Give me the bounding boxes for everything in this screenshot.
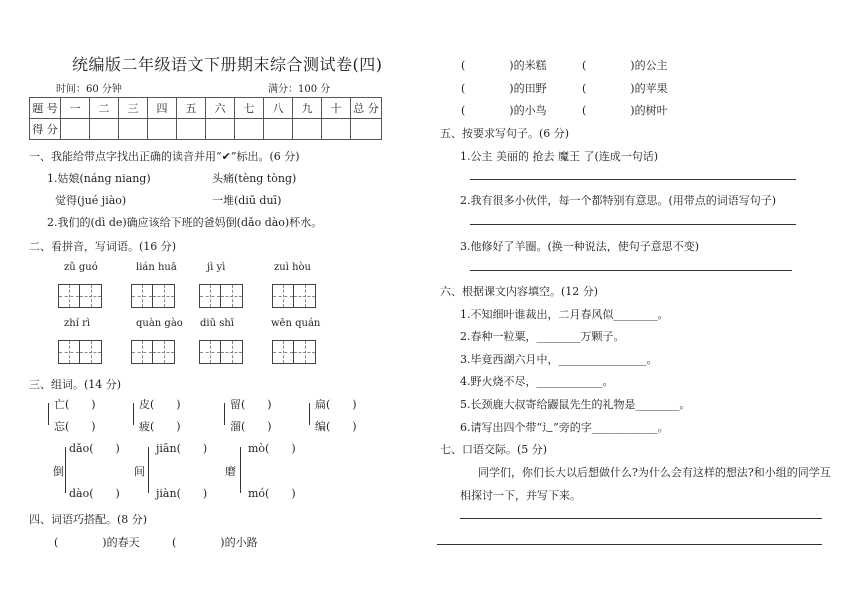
q6-item: 4.野火烧不尽，____________。 xyxy=(460,375,614,388)
pinyin-label: zǔ guó xyxy=(64,262,98,273)
q1-item: 1.姑娘(náng niang) xyxy=(47,172,151,185)
match-item: ( )的公主 xyxy=(582,59,668,72)
score-input-cell[interactable] xyxy=(61,119,90,140)
brace xyxy=(240,447,241,493)
brace xyxy=(133,403,134,425)
score-cell: 一 xyxy=(61,98,90,119)
word-pair-top: 皮( ) xyxy=(139,398,181,411)
q7-text: 同学们，你们长大以后想做什么?为什么会有这样的想法?和小组的同学互 xyxy=(478,466,831,479)
pinyin-label: lián huā xyxy=(136,262,177,273)
polyphone-bottom: jiàn( ) xyxy=(156,487,208,500)
score-input-cell[interactable] xyxy=(351,119,382,140)
word-pair-top: 扁( ) xyxy=(315,398,357,411)
q6-item: 3.毕竟西湖六月中，________________。 xyxy=(460,353,658,366)
match-item: ( )的小鸟 xyxy=(461,104,547,117)
score-input-cell[interactable] xyxy=(177,119,206,140)
writing-grid[interactable] xyxy=(58,340,102,364)
brace xyxy=(65,447,66,493)
writing-grid[interactable] xyxy=(131,284,175,308)
score-label: 满分：100 分 xyxy=(268,84,331,95)
word-pair-bottom: 编( ) xyxy=(315,420,357,433)
writing-grid[interactable] xyxy=(272,284,316,308)
pinyin-label: zuì hòu xyxy=(274,262,311,273)
score-input-cell[interactable] xyxy=(293,119,322,140)
score-input-cell[interactable] xyxy=(148,119,177,140)
q5-item: 2.我有很多小伙伴，每一个都特别有意思。(用带点的词语写句子) xyxy=(460,194,777,207)
score-table-header-row xyxy=(30,98,382,119)
answer-line[interactable] xyxy=(470,224,796,225)
pinyin-label: jì yì xyxy=(207,262,226,273)
match-item: ( )的田野 xyxy=(461,82,547,95)
match-item: ( )的春天 xyxy=(54,536,140,549)
score-input-cell[interactable] xyxy=(206,119,235,140)
polyphone-top: mò( ) xyxy=(248,442,296,455)
polyphone-char: 倒 xyxy=(53,465,64,478)
word-pair-top: 亡( ) xyxy=(54,398,96,411)
pinyin-label: wēn quán xyxy=(271,318,321,329)
writing-grid[interactable] xyxy=(272,340,316,364)
word-pair-bottom: 疲( ) xyxy=(139,420,181,433)
answer-line[interactable] xyxy=(470,270,792,271)
pinyin-label: quàn gào xyxy=(136,318,183,329)
score-cell: 七 xyxy=(235,98,264,119)
brace xyxy=(309,403,310,425)
brace xyxy=(224,403,225,425)
q5-item: 3.他修好了羊圈。(换一种说法，使句子意思不变) xyxy=(460,240,700,253)
brace xyxy=(148,447,149,493)
score-input-cell[interactable] xyxy=(90,119,119,140)
q7-text: 相探讨一下，并写下来。 xyxy=(460,489,581,502)
score-cell: 得 分 xyxy=(30,119,61,140)
score-input-cell[interactable] xyxy=(322,119,351,140)
answer-line[interactable] xyxy=(437,544,822,545)
match-item: ( )的米糕 xyxy=(461,59,547,72)
q5-heading: 五、按要求写句子。(6 分) xyxy=(440,127,570,140)
score-cell: 十 xyxy=(322,98,351,119)
score-cell: 总 分 xyxy=(351,98,382,119)
word-pair-bottom: 忘( ) xyxy=(54,420,96,433)
word-pair-bottom: 溜( ) xyxy=(230,420,272,433)
q6-item: 2.春种一粒粟，________万颗子。 xyxy=(460,330,625,343)
q1-heading: 一、我能给带点字找出正确的读音并用“✔”标出。(6 分) xyxy=(29,150,300,163)
answer-line[interactable] xyxy=(460,518,822,519)
q3-heading: 三、组词。(14 分) xyxy=(29,378,122,391)
score-input-cell[interactable] xyxy=(119,119,148,140)
score-cell: 九 xyxy=(293,98,322,119)
match-item: ( )的苹果 xyxy=(582,82,668,95)
q7-heading: 七、口语交际。(5 分) xyxy=(440,443,548,456)
q6-item: 1.不知细叶谁裁出，二月春风似________。 xyxy=(460,308,669,321)
q1-item: 一堆(diū duī) xyxy=(212,194,282,207)
q4-heading: 四、词语巧搭配。(8 分) xyxy=(29,513,148,526)
q1-item: 觉得(jué jiào) xyxy=(55,194,127,207)
score-cell: 五 xyxy=(177,98,206,119)
polyphone-char: 间 xyxy=(134,465,145,478)
q6-heading: 六、根据课文内容填空。(12 分) xyxy=(440,285,599,298)
writing-grid[interactable] xyxy=(199,340,243,364)
writing-grid[interactable] xyxy=(58,284,102,308)
match-item: ( )的小路 xyxy=(172,536,258,549)
score-cell: 四 xyxy=(148,98,177,119)
q6-item: 6.请写出四个带“⻌”旁的字____________。 xyxy=(460,421,669,434)
page-title: 统编版二年级语文下册期末综合测试卷(四) xyxy=(72,55,383,74)
score-input-cell[interactable] xyxy=(235,119,264,140)
score-input-cell[interactable] xyxy=(264,119,293,140)
polyphone-bottom: mó( ) xyxy=(248,487,296,500)
time-label: 时间：60 分钟 xyxy=(56,84,122,95)
answer-line[interactable] xyxy=(470,179,796,180)
score-table xyxy=(29,97,382,140)
polyphone-top: dǎo( ) xyxy=(69,442,120,455)
pinyin-label: diū shī xyxy=(200,318,234,329)
brace xyxy=(48,403,49,425)
match-item: ( )的树叶 xyxy=(582,104,668,117)
score-cell: 八 xyxy=(264,98,293,119)
score-cell: 三 xyxy=(119,98,148,119)
writing-grid[interactable] xyxy=(131,340,175,364)
q1-item: 头痛(tèng tòng) xyxy=(212,172,297,185)
q5-item: 1.公主 美丽的 抢去 魔王 了(连成一句话) xyxy=(460,150,659,163)
score-cell: 六 xyxy=(206,98,235,119)
score-cell: 题 号 xyxy=(30,98,61,119)
polyphone-top: jiān( ) xyxy=(156,442,208,455)
pinyin-label: zhí rì xyxy=(64,318,91,329)
polyphone-char: 磨 xyxy=(225,465,236,478)
q6-item: 5.长颈鹿大叔寄给鼹鼠先生的礼物是________。 xyxy=(460,398,691,411)
score-cell: 二 xyxy=(90,98,119,119)
q2-heading: 二、看拼音，写词语。(16 分) xyxy=(29,240,177,253)
writing-grid[interactable] xyxy=(199,284,243,308)
score-table-score-row xyxy=(30,119,382,140)
word-pair-top: 留( ) xyxy=(230,398,272,411)
q1-sentence: 2.我们的(dì de)确应该给下班的爸妈倒(dǎo dào)杯水。 xyxy=(47,216,323,229)
polyphone-bottom: dào( ) xyxy=(69,487,120,500)
